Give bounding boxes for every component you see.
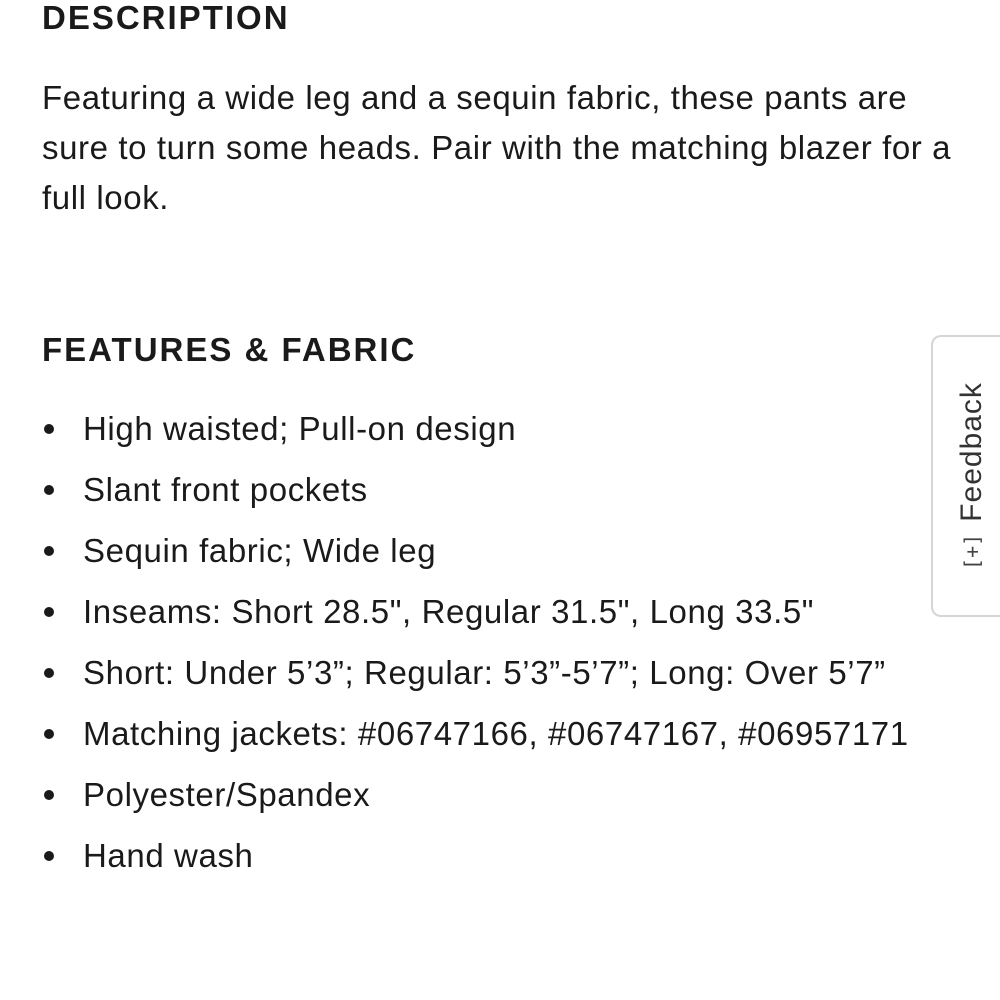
feature-item — [42, 831, 922, 881]
feature-item — [42, 587, 922, 637]
description-heading: DESCRIPTION — [42, 0, 290, 36]
feature-item — [42, 648, 922, 698]
feature-item — [42, 465, 922, 515]
feedback-tab-content — [955, 382, 989, 570]
feature-item-text: Sequin fabric; Wide leg — [83, 532, 437, 569]
feature-item — [42, 404, 922, 454]
feature-item — [42, 526, 922, 576]
feature-item — [42, 709, 922, 759]
plus-box-icon: [+] — [960, 533, 984, 570]
feedback-tab-button[interactable] — [931, 335, 1000, 617]
bullet-icon — [44, 424, 54, 434]
bullet-icon — [44, 668, 54, 678]
feedback-label: Feedback — [955, 382, 988, 522]
feature-item-text: Polyester/Spandex — [83, 776, 371, 813]
bullet-icon — [44, 851, 54, 861]
feature-item-text: High waisted; Pull-on design — [83, 410, 517, 447]
feature-item-text: Matching jackets: #06747166, #06747167, #06957171 — [83, 715, 909, 752]
bullet-icon — [44, 729, 54, 739]
description-text: Featuring a wide leg and a sequin fabric, these pants are sure to turn some heads. Pair with the matching blazer for a full look. — [42, 79, 952, 216]
bullet-icon — [44, 546, 54, 556]
bullet-icon — [44, 607, 54, 617]
bullet-icon — [44, 790, 54, 800]
bullet-icon — [44, 485, 54, 495]
feature-item-text: Inseams: Short 28.5", Regular 31.5", Long 33.5" — [83, 593, 815, 630]
feature-item — [42, 770, 922, 820]
features-list — [42, 404, 922, 892]
feature-item-text: Hand wash — [83, 837, 254, 874]
features-heading: FEATURES & FABRIC — [42, 331, 417, 368]
feature-item-text: Short: Under 5’3”; Regular: 5’3”-5’7”; Long: Over 5’7” — [83, 654, 886, 691]
feature-item-text: Slant front pockets — [83, 471, 368, 508]
